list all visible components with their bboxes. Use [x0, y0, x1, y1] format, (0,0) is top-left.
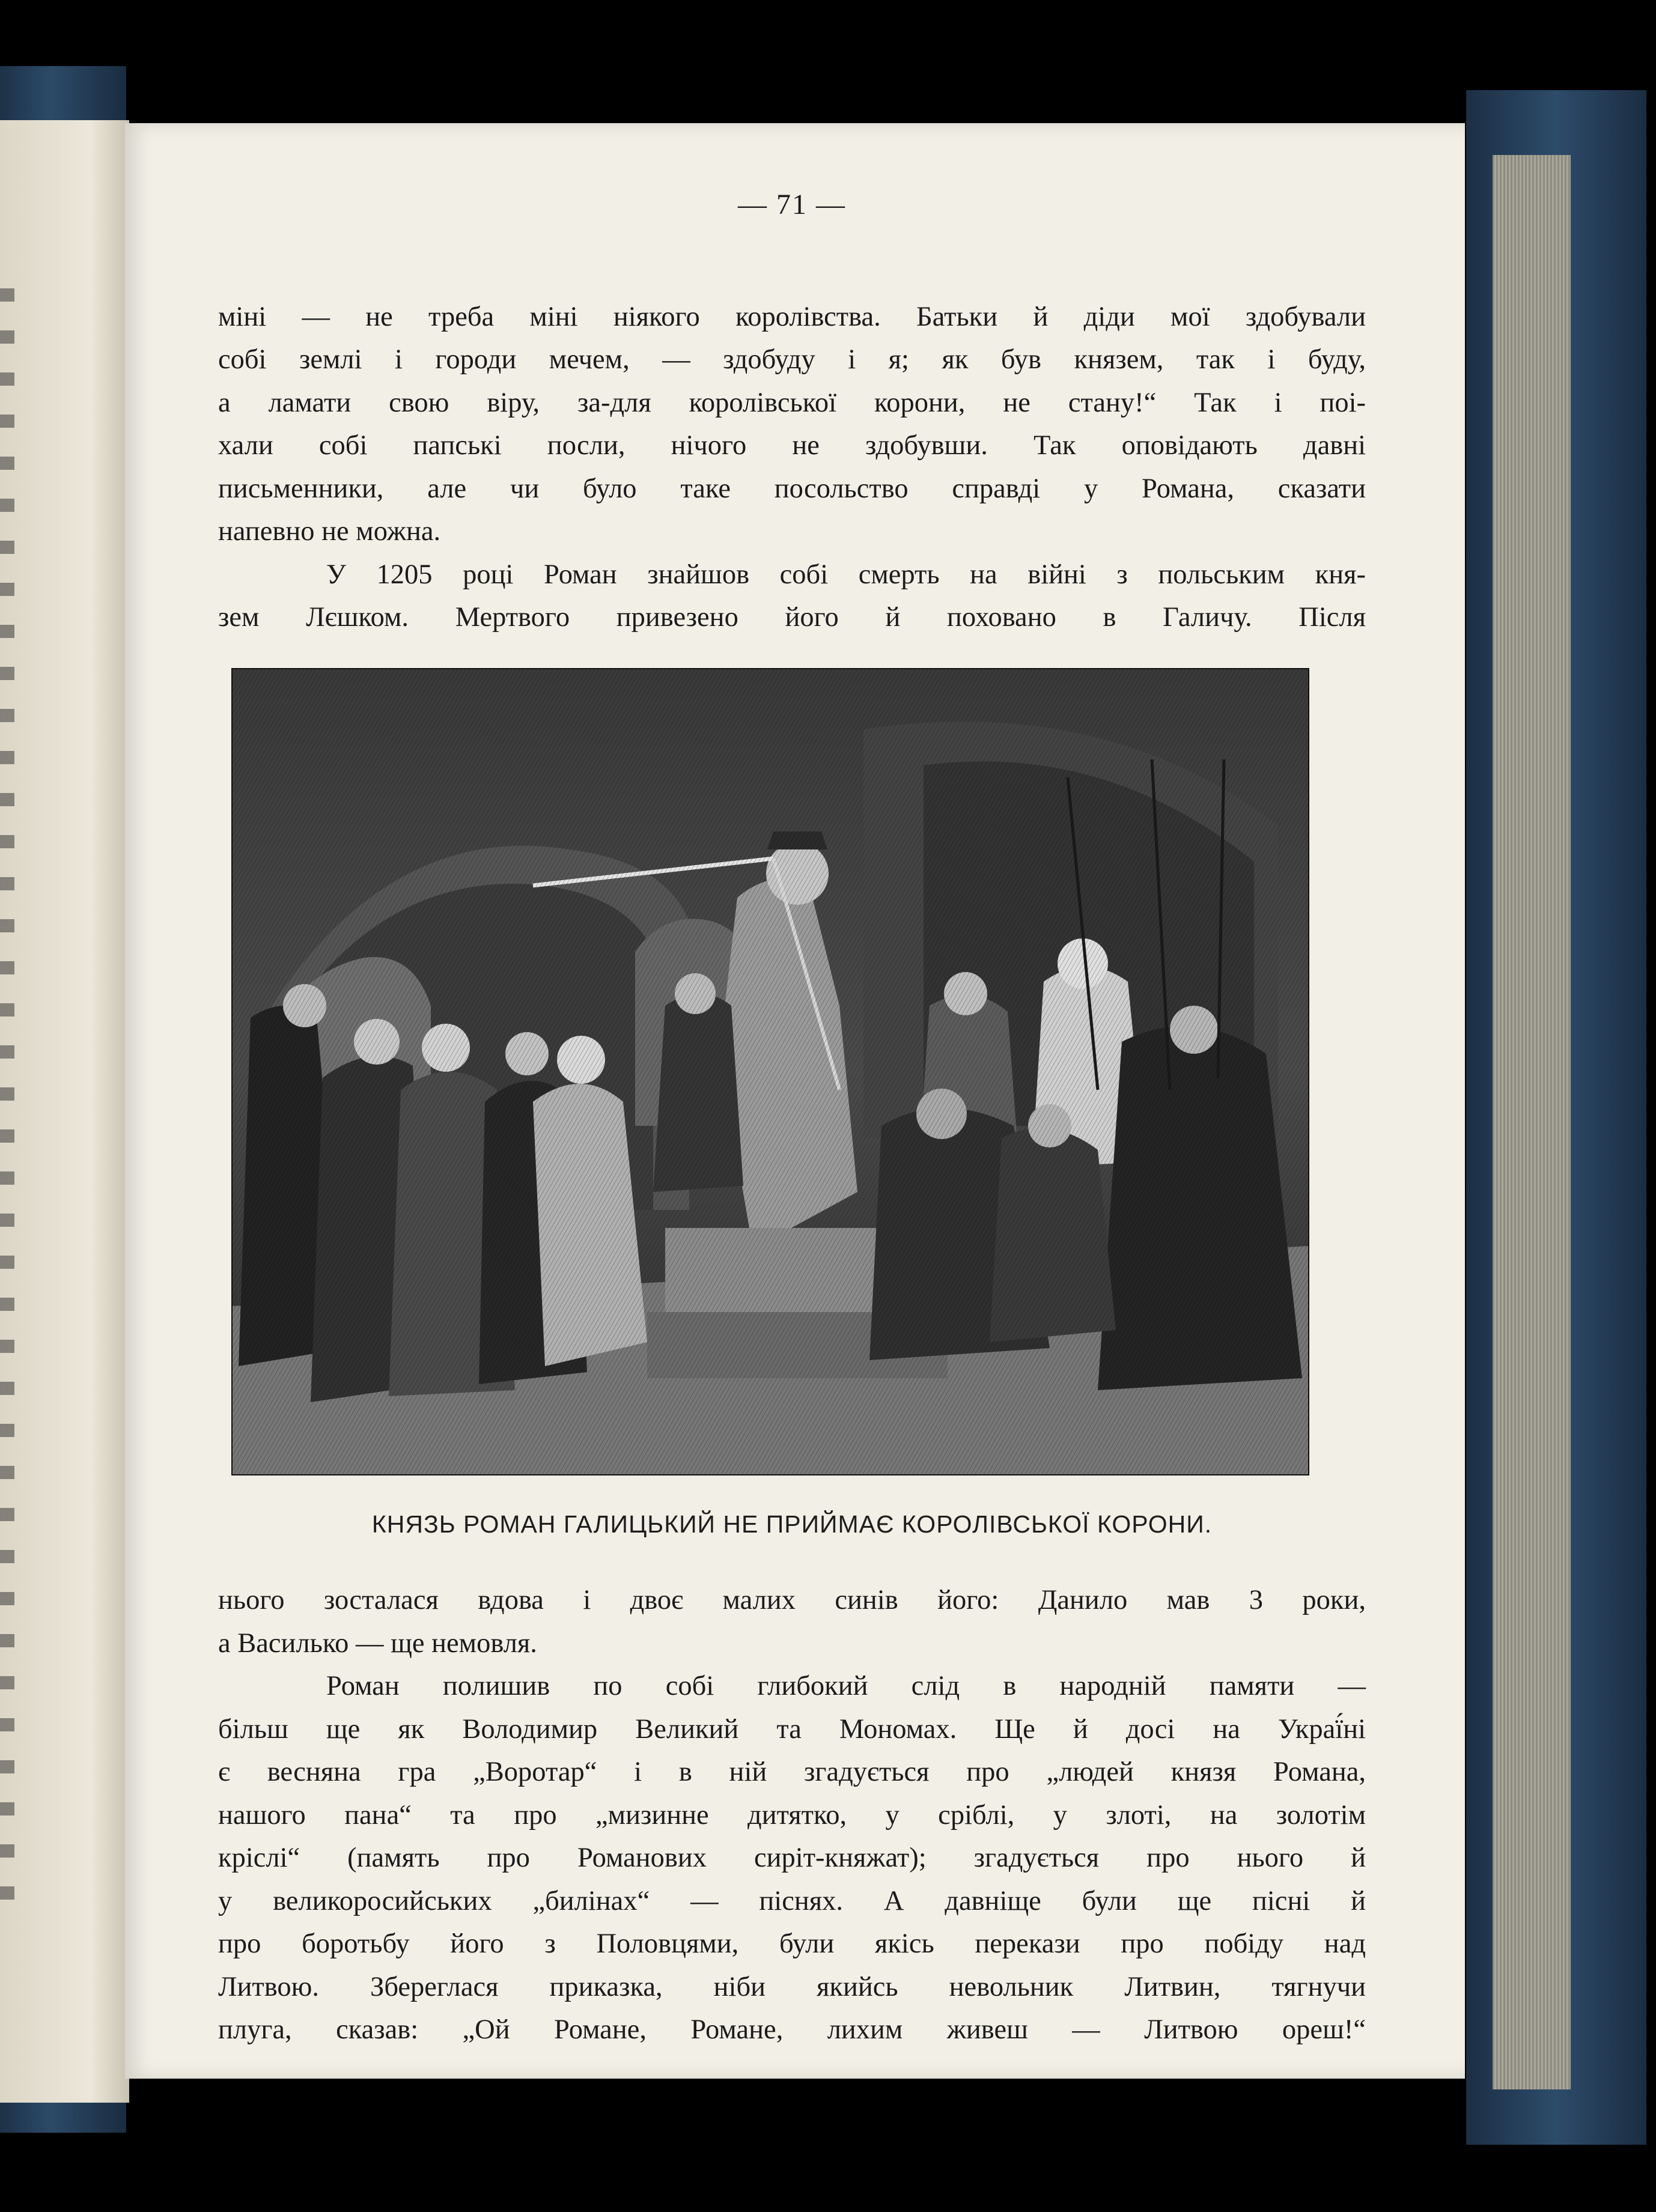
- engraving-picture: [233, 669, 1308, 1474]
- text-line: собі землі і городи мечем, — здобуду і я; як був князем, так і буду,: [218, 344, 1366, 375]
- text-line: У 1205 році Роман знайшов собі смерть на війні з польським кня-: [326, 559, 1366, 590]
- left-page-text-edge: [0, 288, 14, 1910]
- text-line: Литвою. Збереглася приказка, ніби якийсь невольник Литвин, тягнучи: [218, 1971, 1366, 2002]
- text-line: напевно не можна.: [218, 516, 441, 547]
- text-line: плуга, сказав: „Ой Романе, Романе, лихим живеш — Литвою ореш!“: [218, 2014, 1366, 2045]
- text-line: є весняна гра „Воротар“ і в ній згадується про „людей князя Романа,: [218, 1757, 1366, 1787]
- left-page-edge: [0, 120, 129, 2103]
- text-line: нього зосталася вдова і двоє малих синів його: Данило мав 3 роки,: [218, 1585, 1366, 1615]
- text-line: а Василько — ще немовля.: [218, 1627, 537, 1659]
- illustration-caption: КНЯЗЬ РОМАН ГАЛИЦЬКИЙ НЕ ПРИЙМАЄ КОРОЛІВСЬКОЇ КОРОНИ.: [371, 1510, 1213, 1538]
- paragraph-after: [218, 1579, 1366, 1665]
- page-block-edge: [1493, 155, 1571, 2089]
- text-line: більш ще як Володимир Великий та Мономах. Ще й досі на Украї́ні: [218, 1713, 1366, 1745]
- paragraph-last: [218, 1665, 1366, 2052]
- text-line: міні — не треба міні ніякого королівства. Батьки й діди мої здобували: [218, 301, 1366, 332]
- page-content: [218, 183, 1366, 2052]
- illustration-engraving: [231, 668, 1309, 1475]
- page-number: — 71 —: [738, 189, 846, 220]
- paragraph-second: [218, 553, 1366, 639]
- text-line: а ламати свою віру, за-для королівської корони, не стану!“ Так і поі-: [218, 387, 1366, 418]
- text-line: Роман полишив по собі глибокий слід в народній памяти —: [326, 1671, 1366, 1701]
- text-line: про боротьбу його з Половцями, були якісь перекази про побіду над: [218, 1928, 1366, 1959]
- text-line: у великоросийських „билінах“ — піснях. А давніще були ще пісні й: [218, 1885, 1366, 1916]
- text-line: зем Лєшком. Мертвого привезено його й поховано в Галичу. Після: [218, 602, 1366, 633]
- text-line: кріслі“ (память про Романових сиріт-княжат); згадується про нього й: [218, 1843, 1366, 1873]
- paragraph-top: [218, 296, 1366, 553]
- text-line: хали собі папські посли, нічого не здобувши. Так оповідають давні: [218, 430, 1366, 461]
- text-line: письменники, але чи було таке посольство справді у Романа, сказати: [218, 473, 1366, 504]
- book-page: [125, 123, 1465, 2079]
- text-line: нашого пана“ та про „мизинне дитятко, у сріблі, у злоті, на золотім: [218, 1799, 1366, 1831]
